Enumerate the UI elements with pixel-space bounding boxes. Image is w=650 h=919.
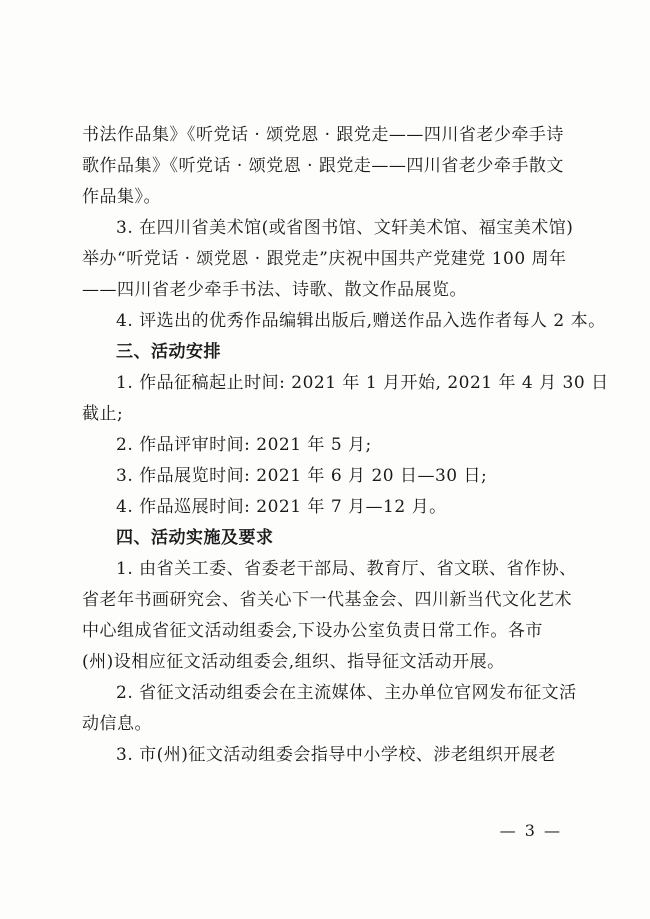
paragraph-line: 2. 作品评审时间: 2021 年 5 月; [116, 435, 372, 455]
paragraph-line: 书法作品集》《听党话 · 颂党恩 · 跟党走——四川省老少牵手诗 [82, 125, 564, 145]
page-number: — 3 — [499, 821, 562, 840]
paragraph-line: 2. 省征文活动组委会在主流媒体、主办单位官网发布征文活 [116, 683, 577, 703]
document-body [82, 120, 609, 771]
paragraph-line: 作品集》。 [82, 187, 161, 207]
paragraph-line: 4. 作品巡展时间: 2021 年 7 月—12 月。 [116, 497, 447, 517]
paragraph-line: 截止; [82, 404, 124, 424]
paragraph-line: 1. 由省关工委、省委老干部局、教育厅、省文联、省作协、 [116, 559, 577, 579]
paragraph-line: 歌作品集》《听党话 · 颂党恩 · 跟党走——四川省老少牵手散文 [82, 156, 564, 176]
paragraph-line: 3. 作品展览时间: 2021 年 6 月 20 日—30 日; [116, 466, 488, 486]
paragraph-line: 3. 市(州)征文活动组委会指导中小学校、涉老组织开展老 [116, 745, 556, 765]
paragraph-line: 4. 评选出的优秀作品编辑出版后,赠送作品入选作者每人 2 本。 [116, 311, 606, 331]
paragraph-line: (州)设相应征文活动组委会,组织、指导征文活动开展。 [82, 652, 505, 672]
paragraph-line: 省老年书画研究会、省关心下一代基金会、四川新当代文化艺术 [82, 590, 572, 610]
paragraph-line: ——四川省老少牵手书法、诗歌、散文作品展览。 [82, 280, 467, 300]
section-heading: 四、活动实施及要求 [116, 528, 274, 548]
paragraph-line: 1. 作品征稿起止时间: 2021 年 1 月开始, 2021 年 4 月 30 日 [116, 373, 609, 393]
paragraph-line: 中心组成省征文活动组委会,下设办公室负责日常工作。各市 [82, 621, 543, 641]
paragraph-line: 3. 在四川省美术馆(或省图书馆、文轩美术馆、福宝美术馆) [116, 218, 574, 238]
section-heading: 三、活动安排 [116, 342, 221, 362]
paragraph-line: 举办“听党话 · 颂党恩 · 跟党走”庆祝中国共产党建党 100 周年 [82, 249, 567, 269]
paragraph-line: 动信息。 [82, 714, 152, 734]
